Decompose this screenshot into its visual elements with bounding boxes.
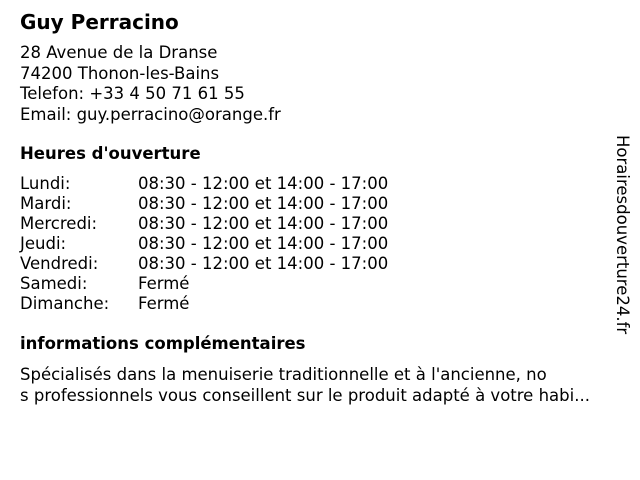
hours-day: Jeudi: [20,234,67,253]
hours-row [20,294,440,314]
hours-time: 08:30 - 12:00 et 14:00 - 17:00 [138,254,389,273]
hours-time: 08:30 - 12:00 et 14:00 - 17:00 [138,214,389,233]
info-text-line: s professionnels vous conseillent sur le produit adapté à votre habi... [20,385,590,405]
hours-heading: Heures d'ouverture [20,144,201,163]
contact-block [20,43,281,125]
hours-row [20,214,440,234]
address-street: 28 Avenue de la Dranse [20,43,218,62]
site-watermark: Horairesdouverture24.fr [613,135,632,335]
hours-day: Mercredi: [20,214,98,233]
business-name: Guy Perracino [20,10,179,34]
hours-day: Dimanche: [20,294,110,313]
hours-day: Samedi: [20,274,88,293]
info-heading: informations complémentaires [20,334,306,353]
hours-row [20,234,440,254]
hours-time: Fermé [138,274,190,293]
hours-day: Vendredi: [20,254,99,273]
hours-row [20,274,440,294]
hours-row [20,254,440,274]
hours-day: Mardi: [20,194,72,213]
email-address[interactable]: Email: guy.perracino@orange.fr [20,104,281,124]
hours-time: 08:30 - 12:00 et 14:00 - 17:00 [138,234,389,253]
address-city: 74200 Thonon-les-Bains [20,63,220,83]
hours-table [20,174,440,314]
hours-time: Fermé [138,294,190,313]
phone-number[interactable]: Telefon: +33 4 50 71 61 55 [20,84,245,103]
hours-row [20,194,440,214]
hours-day: Lundi: [20,174,71,193]
hours-time: 08:30 - 12:00 et 14:00 - 17:00 [138,194,389,213]
hours-time: 08:30 - 12:00 et 14:00 - 17:00 [138,174,389,193]
hours-row [20,174,440,194]
info-text-line: Spécialisés dans la menuiserie traditionnelle et à l'ancienne, no [20,365,547,384]
info-description [20,365,590,406]
